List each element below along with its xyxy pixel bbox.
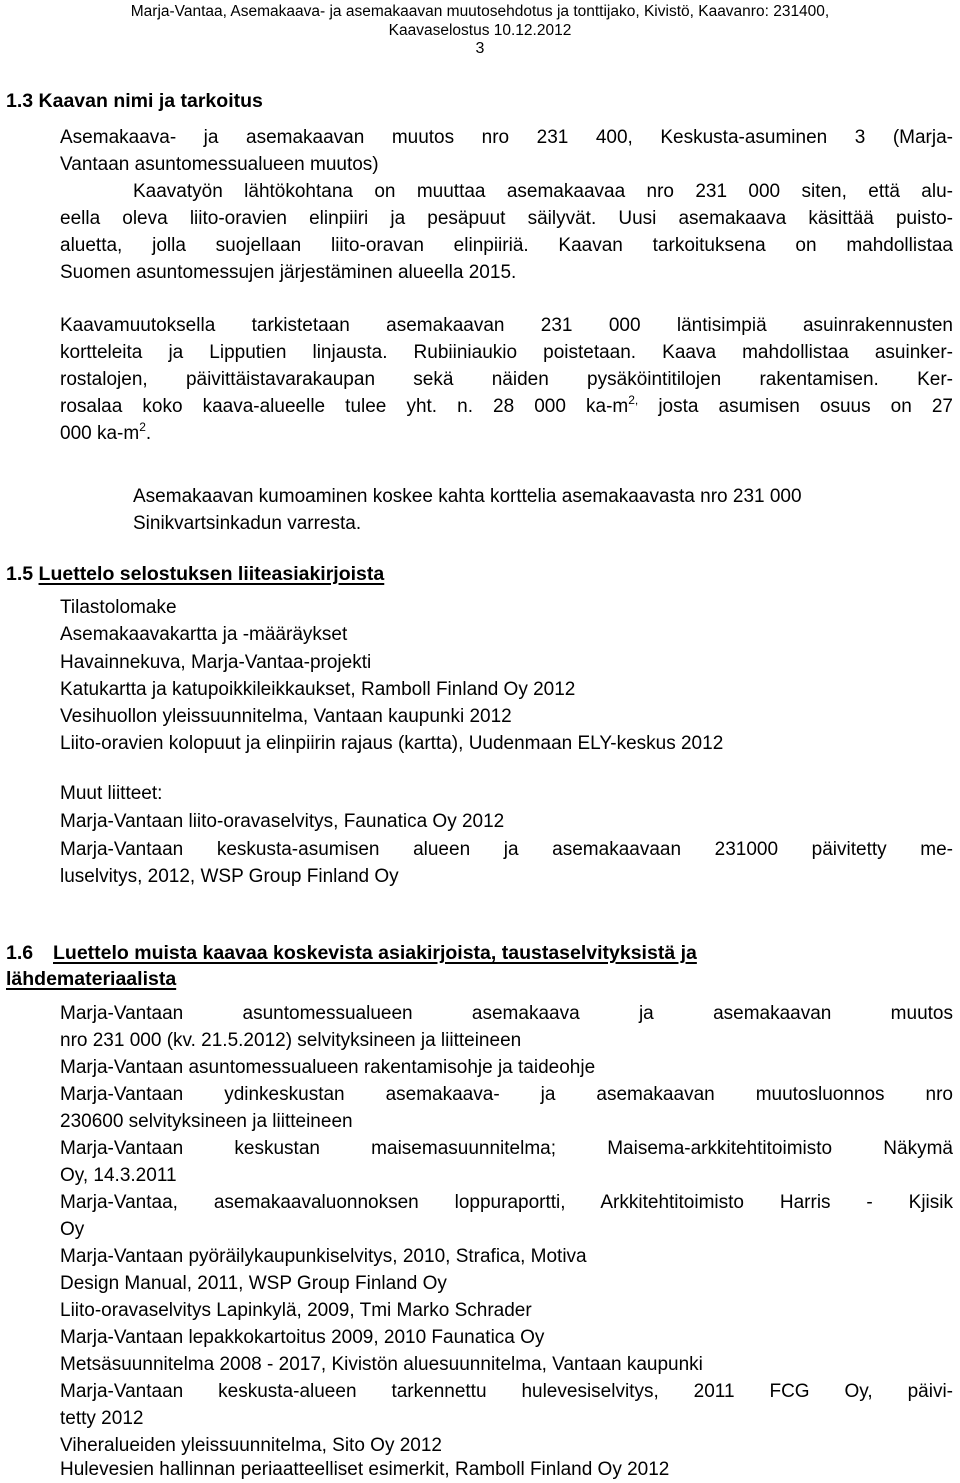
paragraph-line: eella oleva liito-oravien elinpiiri ja pesäpuut säilyvät. Uusi asemakaava käsittää puisto-: [60, 208, 953, 229]
reference-item: tetty 2012: [60, 1408, 144, 1429]
other-attachments-label: Muut liitteet:: [60, 783, 163, 804]
paragraph-line: 000 $ka-m^2$.: [60, 420, 152, 444]
paragraph-line: rostalojen, päivittäistavarakaupan sekä näiden pysäköintitilojen rakentamisen. Ker-: [60, 369, 953, 390]
attachment-list: [60, 594, 723, 758]
paragraph-line: kortteleita ja Lipputien linjausta. Rubiiniaukio poistetaan. Kaava mahdollistaa asuinker-: [60, 342, 953, 363]
list-item: Vesihuollon yleissuunnitelma, Vantaan kaupunki 2012: [60, 706, 512, 728]
paragraph-line: Suomen asuntomessujen järjestäminen alueella 2015.: [60, 262, 517, 283]
reference-item: Design Manual, 2011, WSP Group Finland Oy: [60, 1273, 447, 1294]
section-title: Kaavan nimi ja tarkoitus: [38, 90, 263, 112]
reference-item: Metsäsuunnitelma 2008 - 2017, Kivistön aluesuunnitelma, Vantaan kaupunki: [60, 1354, 703, 1375]
reference-item: Viheralueiden yleissuunnitelma, Sito Oy 2012: [60, 1435, 442, 1456]
section-number: 1.6: [6, 942, 34, 964]
section-title-continued: lähdemateriaalista: [6, 968, 177, 990]
list-item: Asemakaavakartta ja -määräykset: [60, 624, 348, 646]
reference-item: Marja-Vantaan asuntomessualueen asemakaava ja asemakaavan muutos: [60, 1003, 953, 1024]
page-number: 3: [475, 40, 485, 57]
reference-item: Marja-Vantaan asuntomessualueen rakentamisohje ja taideohje: [60, 1057, 596, 1078]
reference-item: Marja-Vantaa, asemakaavaluonnoksen loppuraportti, Arkkitehtitoimisto Harris - Kjisik: [60, 1192, 953, 1213]
paragraph-line: aluetta, jolla suojellaan liito-oravan elinpiiriä. Kaavan tarkoituksena on mahdollistaa: [60, 235, 953, 256]
paragraph-line: Asemakaavan kumoaminen koskee kahta korttelia asemakaavasta nro 231 000: [133, 486, 802, 507]
reference-item: Hulevesien hallinnan periaatteelliset esimerkit, Ramboll Finland Oy 2012: [60, 1459, 670, 1480]
reference-item: Marja-Vantaan lepakkokartoitus 2009, 2010 Faunatica Oy: [60, 1327, 545, 1348]
reference-item: 230600 selvityksineen ja liitteineen: [60, 1111, 353, 1132]
paragraph-line: Kaavatyön lähtökohtana on muuttaa asemakaavaa nro 231 000 siten, että alu-: [133, 181, 953, 202]
reference-item: Marja-Vantaan pyöräilykaupunkiselvitys, 2010, Strafica, Motiva: [60, 1246, 587, 1267]
list-item: luselvitys, 2012, WSP Group Finland Oy: [60, 866, 399, 887]
reference-item: nro 231 000 (kv. 21.5.2012) selvityksineen ja liitteineen: [60, 1030, 522, 1051]
paragraph-line: Asemakaava- ja asemakaavan muutos nro 231 400, Keskusta-asuminen 3 (Marja-: [60, 127, 953, 148]
section-number: 1.3: [6, 90, 34, 112]
list-item: Marja-Vantaan keskusta-asumisen alueen ja asemakaavaan 231000 päivitetty me-: [60, 839, 953, 860]
header-title: Marja-Vantaa, Asemakaava- ja asemakaavan muutosehdotus ja tonttijako, Kivistö, Kaavanro: 231400,: [130, 3, 830, 20]
reference-item: Oy, 14.3.2011: [60, 1165, 177, 1186]
reference-item: Marja-Vantaan keskustan maisemasuunnitelma; Maisema-arkkitehtitoimisto Näkymä: [60, 1138, 953, 1159]
reference-item: Marja-Vantaan keskusta-alueen tarkennettu hulevesiselvitys, 2011 FCG Oy, päivi-: [60, 1381, 953, 1402]
reference-item: Oy: [60, 1219, 85, 1240]
section-heading-1-6: [6, 940, 697, 967]
section-heading-1-5: [6, 561, 384, 588]
list-item: Havainnekuva, Marja-Vantaa-projekti: [60, 651, 372, 673]
paragraph-line: Kaavamuutoksella tarkistetaan asemakaavan 231 000 läntisimpiä asuinrakennusten: [60, 315, 953, 336]
list-item: Tilastolomake: [60, 597, 177, 618]
section-number: 1.5: [6, 563, 34, 585]
paragraph-line: Sinikvartsinkadun varresta.: [133, 513, 362, 534]
paragraph-line: Vantaan asuntomessualueen muutos): [60, 154, 379, 175]
list-item: Katukartta ja katupoikkileikkaukset, Ramboll Finland Oy 2012: [60, 678, 576, 700]
paragraph-line: rosalaa koko kaava-alueelle tulee yht. n. 28 000 $ka-m^{2,}$ josta asumisen osuus on 27: [60, 393, 953, 417]
page-header: [0, 2, 960, 58]
reference-item: Marja-Vantaan ydinkeskustan asemakaava- ja asemakaavan muutosluonnos nro: [60, 1084, 953, 1105]
header-subtitle: Kaavaselostus 10.12.2012: [388, 22, 572, 39]
reference-item: Liito-oravaselvitys Lapinkylä, 2009, Tmi Marko Schrader: [60, 1300, 532, 1321]
section-heading-1-3: [6, 88, 263, 115]
list-item: Liito-oravien kolopuut ja elinpiirin rajaus (kartta), Uudenmaan ELY-keskus 2012: [60, 733, 724, 755]
section-title: Luettelo muista kaavaa koskevista asiakirjoista, taustaselvityksistä ja: [53, 942, 697, 964]
list-item: Marja-Vantaan liito-oravaselvitys, Faunatica Oy 2012: [60, 811, 505, 832]
section-title: Luettelo selostuksen liiteasiakirjoista: [38, 563, 385, 585]
